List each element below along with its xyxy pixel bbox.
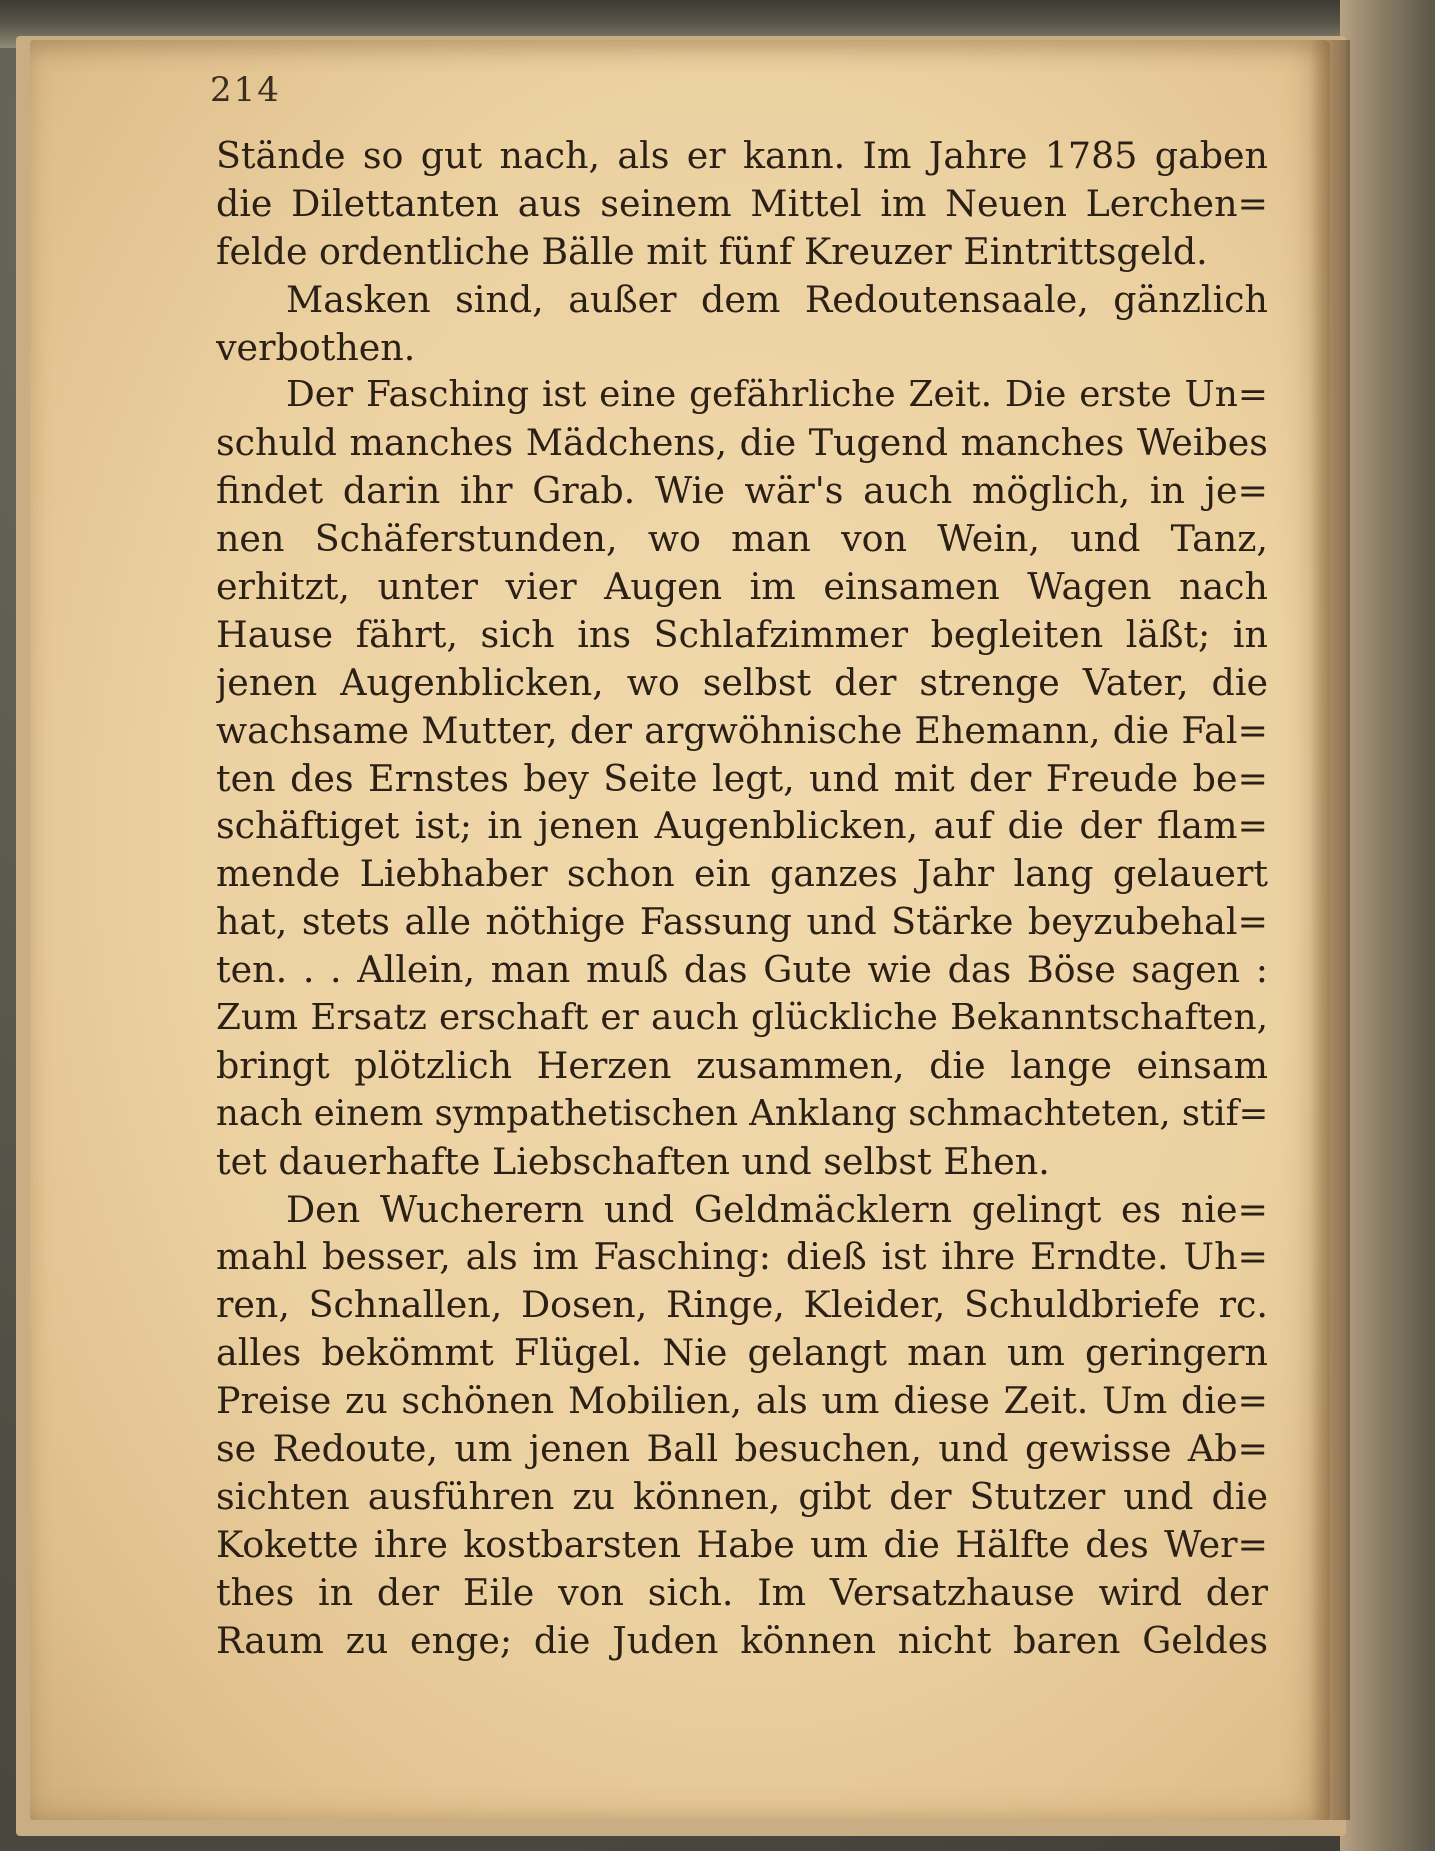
paragraph (216, 1186, 1268, 1665)
text-line: jenen Augenblicken, wo selbst der strenge Vater, die (216, 660, 1268, 704)
text-line: ten des Ernstes bey Seite legt, und mit der Freude be= (216, 756, 1268, 800)
text-line: Hause fährt, sich ins Schlafzimmer begleiten läßt; in (216, 612, 1268, 656)
text-line: Kokette ihre kostbarsten Habe um die Hälfte des Wer= (216, 1522, 1268, 1566)
paragraph (216, 276, 1268, 372)
text-line: Raum zu enge; die Juden können nicht baren Geldes (216, 1618, 1268, 1662)
text-line: Stände so gut nach, als er kann. Im Jahre 1785 gaben (216, 134, 1268, 177)
text-line: ren, Schnallen, Dosen, Ringe, Kleider, Schuldbriefe rc. (216, 1283, 1268, 1327)
text-line: tet dauerhafte Liebschaften und selbst Ehen. (216, 1139, 1050, 1183)
page-number: 214 (210, 70, 281, 110)
text-line: wachsame Mutter, der argwöhnische Ehemann, die Fal= (216, 708, 1268, 752)
book-page (30, 40, 1330, 1820)
text-line: alles bekömmt Flügel. Nie gelangt man um geringern (216, 1331, 1268, 1375)
text-line: thes in der Eile von sich. Im Versatzhause wird der (216, 1570, 1268, 1614)
page-gutter-shadow (1310, 40, 1350, 1820)
text-line: findet darin ihr Grab. Wie wär's auch möglich, in je= (216, 469, 1268, 513)
paragraph (216, 132, 1268, 276)
text-line: nach einem sympathetischen Anklang schmachteten, stif= (216, 1092, 1268, 1134)
text-line: sichten ausführen zu können, gibt der Stutzer und die (216, 1474, 1268, 1518)
text-line: Masken sind, außer dem Redoutensaale, gänzlich (286, 277, 1268, 321)
text-line: ten. . . Allein, man muß das Gute wie das Böse sagen : (216, 948, 1268, 992)
text-line: se Redoute, um jenen Ball besuchen, und gewisse Ab= (216, 1427, 1268, 1471)
text-line: nen Schäferstunden, wo man von Wein, und Tanz, (216, 517, 1268, 561)
book-cover-right-edge (1340, 0, 1435, 1851)
text-line: mende Liebhaber schon ein ganzes Jahr lang gelauert (216, 852, 1268, 896)
text-line: Zum Ersatz erschaft er auch glückliche Bekanntschaften, (216, 997, 1268, 1039)
text-line: bringt plötzlich Herzen zusammen, die lange einsam (216, 1043, 1268, 1087)
text-line: hat, stets alle nöthige Fassung und Stärke beyzubehal= (216, 900, 1268, 944)
text-line: die Dilettanten aus seinem Mittel im Neuen Lerchen= (216, 181, 1268, 225)
text-line: Den Wucherern und Geldmäcklern gelingt es nie= (286, 1187, 1268, 1231)
text-line: erhitzt, unter vier Augen im einsamen Wagen nach (216, 565, 1268, 609)
page-text (216, 132, 1268, 1665)
text-line: mahl besser, als im Fasching: dieß ist ihre Erndte. Uh= (216, 1235, 1268, 1279)
paragraph (216, 371, 1268, 1185)
text-line: felde ordentliche Bälle mit fünf Kreuzer Eintrittsgeld. (216, 229, 1208, 273)
text-line: verbothen. (216, 325, 416, 369)
text-line: schuld manches Mädchens, die Tugend manches Weibes (216, 421, 1268, 465)
text-line: schäftiget ist; in jenen Augenblicken, auf die der flam= (216, 804, 1268, 848)
text-line: Preise zu schönen Mobilien, als um diese Zeit. Um die= (216, 1379, 1268, 1423)
text-line: Der Fasching ist eine gefährliche Zeit. Die erste Un= (286, 374, 1268, 416)
